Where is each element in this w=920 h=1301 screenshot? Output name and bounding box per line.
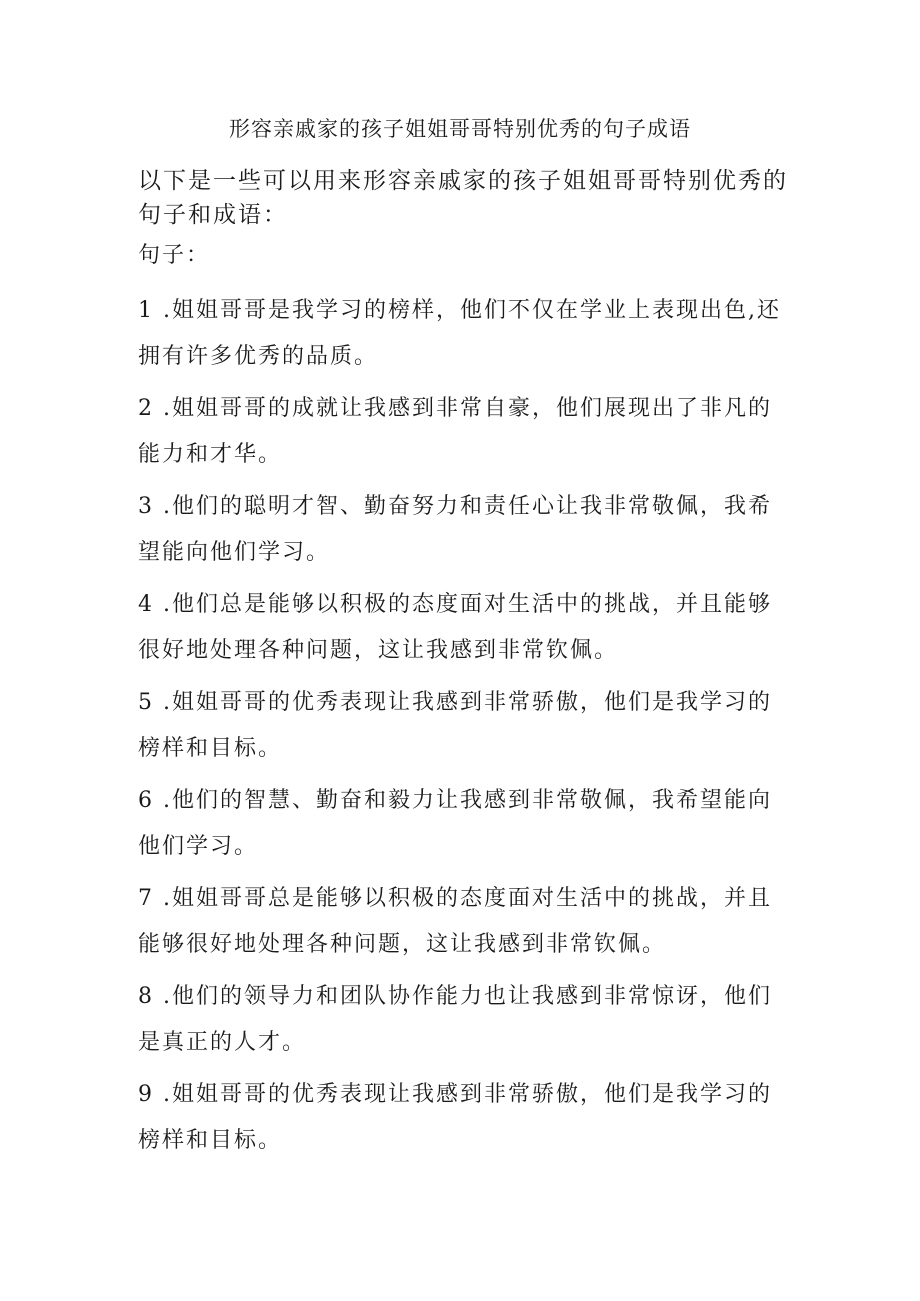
item-number: 3 .: [138, 494, 172, 519]
list-item: [138, 778, 788, 870]
item-number: 1 .: [138, 298, 172, 323]
item-text: 姐姐哥哥总是能够以积极的态度面对生活中的挑战，并且能够很好地处理各种问题，这让我感到非常钦佩。: [138, 886, 772, 957]
item-number: 9 .: [138, 1082, 172, 1107]
item-text: 姐姐哥哥的优秀表现让我感到非常骄傲，他们是我学习的榜样和目标。: [138, 690, 772, 761]
item-number: 4 .: [138, 592, 172, 617]
list-item: [138, 876, 788, 968]
item-text: 他们的聪明才智、勤奋努力和责任心让我非常敬佩，我希望能向他们学习。: [138, 494, 772, 565]
list-item: [138, 386, 788, 478]
item-text: 他们的智慧、勤奋和毅力让我感到非常敬佩，我希望能向他们学习。: [138, 788, 772, 859]
item-number: 6 .: [138, 788, 172, 813]
list-item: [138, 680, 788, 772]
sentence-list: [138, 288, 788, 1170]
item-number: 5 .: [138, 690, 172, 715]
list-item: [138, 582, 788, 674]
list-item: [138, 288, 788, 380]
item-number: 8 .: [138, 984, 172, 1009]
list-item: [138, 484, 788, 576]
section-label: 句子：: [138, 243, 211, 268]
item-text: 他们的领导力和团队协作能力也让我感到非常惊讶，他们是真正的人才。: [138, 984, 772, 1055]
item-text: 姐姐哥哥是我学习的榜样，他们不仅在学业上表现出色,还拥有许多优秀的品质。: [138, 298, 781, 369]
item-text: 姐姐哥哥的优秀表现让我感到非常骄傲，他们是我学习的榜样和目标。: [138, 1082, 772, 1153]
list-item: [138, 974, 788, 1066]
intro-paragraph: 以下是一些可以用来形容亲戚家的孩子姐姐哥哥特别优秀的句子和成语：: [138, 168, 788, 228]
document-title: 形容亲戚家的孩子姐姐哥哥特别优秀的句子成语: [229, 117, 691, 141]
item-text: 姐姐哥哥的成就让我感到非常自豪，他们展现出了非凡的能力和才华。: [138, 396, 772, 467]
item-number: 7 .: [138, 886, 172, 911]
list-item: [138, 1072, 788, 1164]
item-number: 2 .: [138, 396, 172, 421]
item-text: 他们总是能够以积极的态度面对生活中的挑战，并且能够很好地处理各种问题，这让我感到非常钦佩。: [138, 592, 772, 663]
